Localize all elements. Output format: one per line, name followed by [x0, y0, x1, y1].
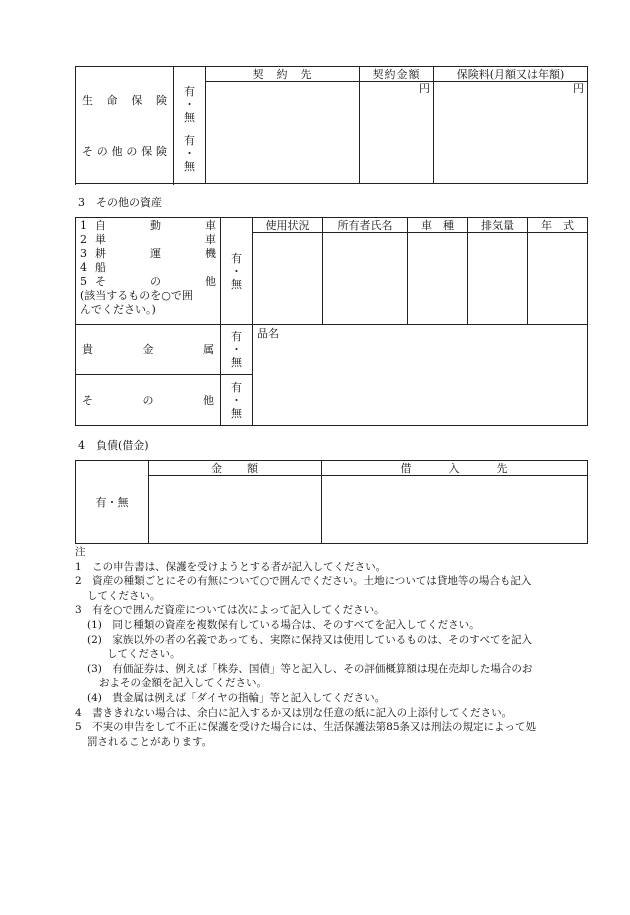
vehicle-item-tiller: 3 耕 運 機 [80, 247, 216, 260]
insurance-status-cell [174, 67, 206, 184]
note-line: およその金額を記入してください。 [99, 677, 267, 690]
note-line: 2 資産の種類ごとにその有無について○で囲んでください。土地については貸地等の場合も記入 [75, 575, 532, 588]
note-line: 1 この申告書は、保護を受けようとする者が記入してください。 [75, 560, 387, 573]
vehicle-note: (該当するものを○で囲 んでください。) [80, 289, 193, 316]
other-assets-label: そ の 他 [76, 375, 221, 426]
usage-field[interactable] [253, 233, 323, 325]
note-line: 4 書ききれない場合は、余白に記入するか又は別な任意の紙に記入の上添付してください。 [75, 706, 513, 719]
note-line: 5 不実の申告をして不正に保護を受けた場合には、生活保護法第85条又は刑法の規定によって処 [75, 721, 537, 734]
note-line: してください。 [107, 648, 181, 661]
vehicle-item-motorcycle: 2 単 車 [80, 233, 216, 246]
precious-metals-label: 貴 金 属 [76, 325, 221, 375]
note-line: 罰されることがあります。 [87, 735, 213, 748]
other-assets-table [75, 217, 588, 426]
life-insurance-status[interactable]: 有 ・ 無 [184, 85, 195, 124]
other-insurance-label: そ の 他 の 保 険 [82, 145, 167, 158]
section-3-title: 3 その他の資産 [78, 196, 162, 209]
debt-amount-field[interactable] [149, 476, 322, 544]
life-insurance-label: 生 命 保 険 [82, 94, 167, 107]
partner-field[interactable] [206, 82, 360, 184]
notes [75, 545, 595, 749]
header-amount: 金 額 [149, 461, 322, 476]
yen-unit: 円 [419, 82, 430, 95]
vehicle-item-other: 5 そ の 他 [80, 275, 216, 288]
header-model-year: 年 式 [528, 218, 588, 233]
yen-unit: 円 [573, 82, 584, 95]
note-line: (2) 家族以外の者の名義であっても、実際に保持又は使用しているものは、そのすべてを記入 [87, 633, 533, 646]
debt-status[interactable]: 有・無 [76, 461, 149, 544]
note-line: (3) 有価証券は、例えば「株券、国債」等と記入し、その評価概算額は現在売却した場合のお [87, 662, 533, 675]
section-4-title: 4 負債(借金) [78, 439, 149, 452]
header-contract-amount: 契約金額 [360, 67, 434, 82]
insurance-table [75, 66, 588, 184]
note-line: してください。 [87, 589, 161, 602]
header-partner: 契 約 先 [206, 67, 360, 82]
precious-metals-status[interactable]: 有 ・ 無 [221, 325, 253, 375]
item-name-field[interactable] [253, 325, 588, 426]
insurance-label-cell [76, 67, 174, 184]
premium-field[interactable] [434, 82, 588, 184]
vehicle-label-cell [76, 218, 221, 325]
debt-table [75, 460, 588, 544]
header-lender: 借 入 先 [322, 461, 588, 476]
vehicle-type-field[interactable] [408, 233, 468, 325]
header-owner-name: 所有者氏名 [323, 218, 408, 233]
item-name-label: 品名 [257, 327, 279, 340]
header-usage: 使用状況 [253, 218, 323, 233]
header-premium: 保険料(月額又は年額) [434, 67, 588, 82]
displacement-field[interactable] [468, 233, 528, 325]
other-insurance-status[interactable]: 有 ・ 無 [184, 134, 195, 173]
vehicle-status[interactable]: 有 ・ 無 [221, 218, 253, 325]
notes-title: 注 [75, 546, 86, 558]
note-line: 3 有を○で囲んだ資産については次によって記入してください。 [75, 604, 385, 617]
header-vehicle-type: 車 種 [408, 218, 468, 233]
owner-name-field[interactable] [323, 233, 408, 325]
other-assets-status[interactable]: 有 ・ 無 [221, 375, 253, 426]
vehicle-item-car: 1 自 動 車 [80, 219, 216, 232]
model-year-field[interactable] [528, 233, 588, 325]
lender-field[interactable] [322, 476, 588, 544]
note-line: (4) 貴金属は例えば「ダイヤの指輪」等と記入してください。 [87, 691, 386, 704]
note-line: (1) 同じ種類の資産を複数保有している場合は、そのすべてを記入してください。 [87, 618, 480, 631]
vehicle-item-boat: 4 船 [80, 261, 106, 274]
amount-field[interactable] [360, 82, 434, 184]
header-displacement: 排気量 [468, 218, 528, 233]
